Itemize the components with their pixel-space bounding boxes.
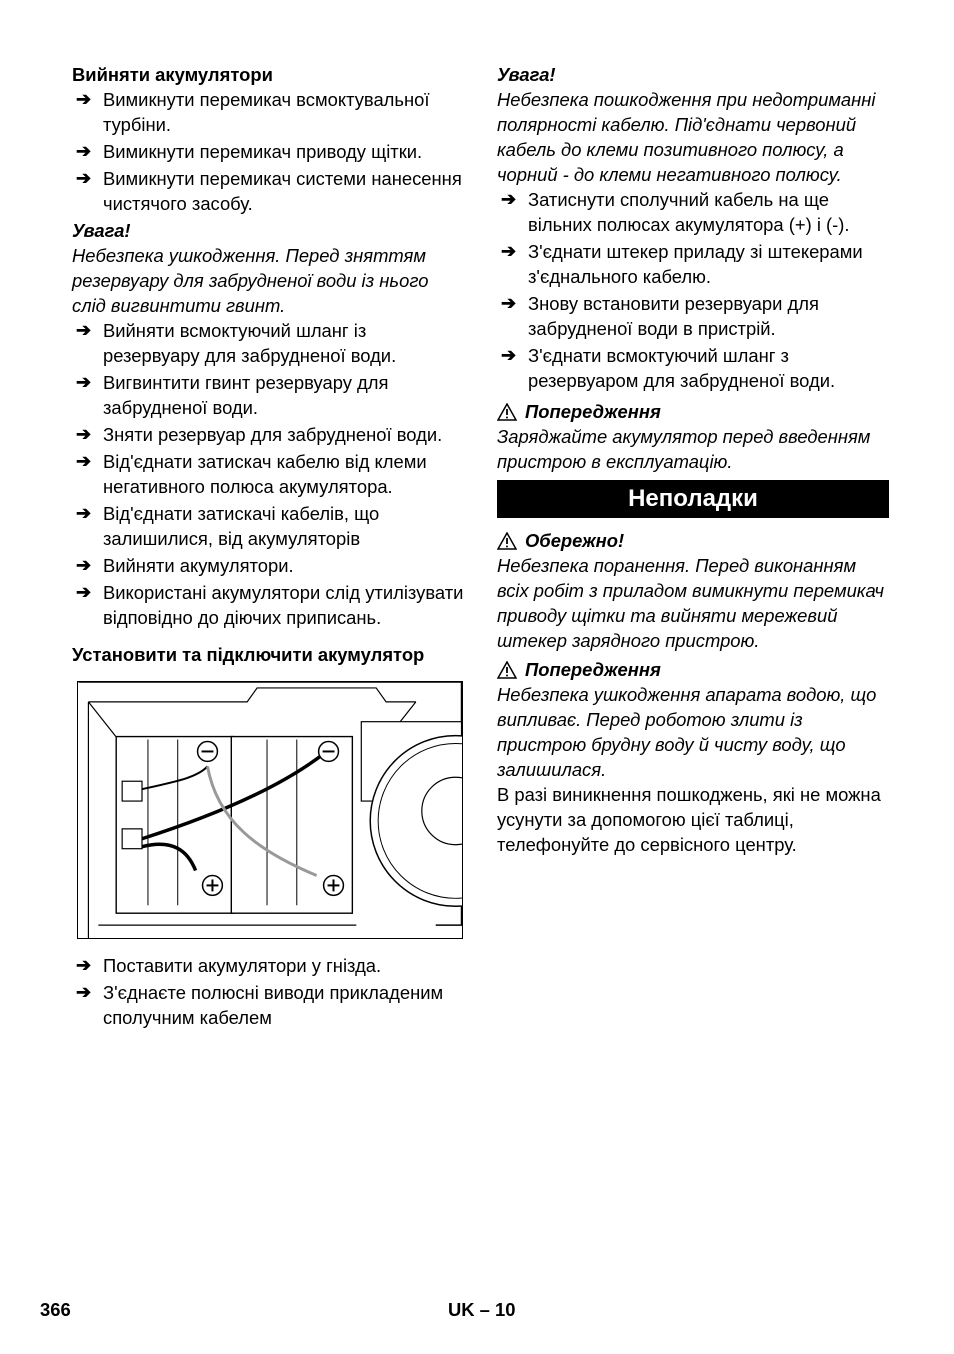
arrow-right-icon: ➔	[501, 345, 517, 365]
list-item: ➔ З'єднати всмоктуючий шланг з резервуаром для забрудненої води.	[501, 345, 836, 391]
list-item: ➔ Поставити акумулятори у гнізда.	[76, 955, 382, 976]
arrow-right-icon: ➔	[501, 293, 517, 313]
caution-text: Небезпека поранення. Перед виконанням всіх робіт з приладом вимикнути перемикач приводу щітки та вийняти мережевий штекер зарядного пристрою.	[497, 555, 884, 651]
warning-header-2	[497, 657, 889, 682]
arrow-right-icon: ➔	[76, 982, 92, 1002]
caution-title: Увага!	[72, 220, 131, 241]
arrow-right-icon: ➔	[501, 241, 517, 261]
arrow-right-icon: ➔	[76, 168, 92, 188]
warning-title: Попередження	[525, 659, 661, 680]
warning-header-1	[497, 399, 889, 424]
list-item: ➔ Затиснути сполучний кабель на ще вільних полюсах акумулятора (+) і (-).	[501, 189, 850, 235]
caution-text: Небезпека пошкодження при недотриманні полярності кабелю. Під'єднати червоний кабель до клеми позитивного полюсу, а чорний - до клеми негативного полюсу.	[497, 89, 876, 185]
right-column	[497, 62, 889, 857]
section-heading-remove-batteries: Вийняти акумулятори	[72, 64, 273, 85]
steps-list-2	[72, 318, 467, 630]
list-item: ➔ Вимикнути перемикач приводу щітки.	[76, 141, 423, 162]
arrow-right-icon: ➔	[501, 189, 517, 209]
warning-text: Заряджайте акумулятор перед введенням пристрою в експлуатацію.	[497, 426, 871, 472]
section-title-troubleshooting: Неполадки	[497, 480, 889, 518]
arrow-right-icon: ➔	[76, 320, 92, 340]
list-item: ➔ Вимикнути перемикач системи нанесення чистячого засобу.	[76, 168, 462, 214]
list-item: ➔ З'єднаєте полюсні виводи прикладеним сполучним кабелем	[76, 982, 444, 1028]
battery-wiring-figure	[77, 681, 463, 939]
list-item: ➔ Від'єднати затискачі кабелів, що залишилися, від акумуляторів	[76, 503, 380, 549]
arrow-right-icon: ➔	[76, 451, 92, 471]
list-item: ➔ Використані акумулятори слід утилізувати відповідно до діючих приписань.	[76, 582, 464, 628]
arrow-right-icon: ➔	[76, 89, 92, 109]
list-item: ➔ Від'єднати затискач кабелю від клеми негативного полюса акумулятора.	[76, 451, 427, 497]
list-item: ➔ Вийняти всмоктуючий шланг із резервуару для забрудненої води.	[76, 320, 397, 366]
warning-triangle-icon	[497, 403, 517, 421]
warning-triangle-icon	[497, 532, 517, 550]
warning-title: Попередження	[525, 401, 661, 422]
left-column	[72, 62, 467, 1032]
list-item: ➔ Знову встановити резервуари для забрудненої води в пристрій.	[501, 293, 819, 339]
steps-list-3	[72, 953, 467, 1030]
steps-list-right	[497, 187, 889, 393]
list-item: ➔ Вигвинтити гвинт резервуару для забрудненої води.	[76, 372, 389, 418]
arrow-right-icon: ➔	[76, 582, 92, 602]
arrow-right-icon: ➔	[76, 424, 92, 444]
warning-text: Небезпека ушкодження апарата водою, що випливає. Перед роботою злити із пристрою брудну воду й чисту воду, що залишилася.	[497, 684, 877, 780]
page-number: 366	[40, 1299, 71, 1320]
body-text: В разі виникнення пошкоджень, які не можна усунути за допомогою цієї таблиці, телефонуйте до сервісного центру.	[497, 784, 881, 855]
arrow-right-icon: ➔	[76, 503, 92, 523]
arrow-right-icon: ➔	[76, 141, 92, 161]
caution-title: Увага!	[497, 64, 556, 85]
list-item: ➔ З'єднати штекер приладу зі штекерами з'єднального кабелю.	[501, 241, 863, 287]
warning-triangle-icon	[497, 661, 517, 679]
list-item: ➔ Вийняти акумулятори.	[76, 555, 294, 576]
page-label: UK – 10	[448, 1299, 516, 1320]
arrow-right-icon: ➔	[76, 372, 92, 392]
list-item: ➔ Зняти резервуар для забрудненої води.	[76, 424, 443, 445]
caution-title: Обережно!	[525, 530, 625, 551]
steps-list-1	[72, 87, 467, 216]
section-heading-install-batteries: Установити та підключити акумулятор	[72, 644, 425, 665]
arrow-right-icon: ➔	[76, 955, 92, 975]
caution-text: Небезпека ушкодження. Перед зняттям резервуару для забрудненої води із нього слід вигвинтити гвинт.	[72, 245, 429, 316]
arrow-right-icon: ➔	[76, 555, 92, 575]
caution-header	[497, 528, 889, 553]
list-item: ➔ Вимикнути перемикач всмоктувальної турбіни.	[76, 89, 430, 135]
